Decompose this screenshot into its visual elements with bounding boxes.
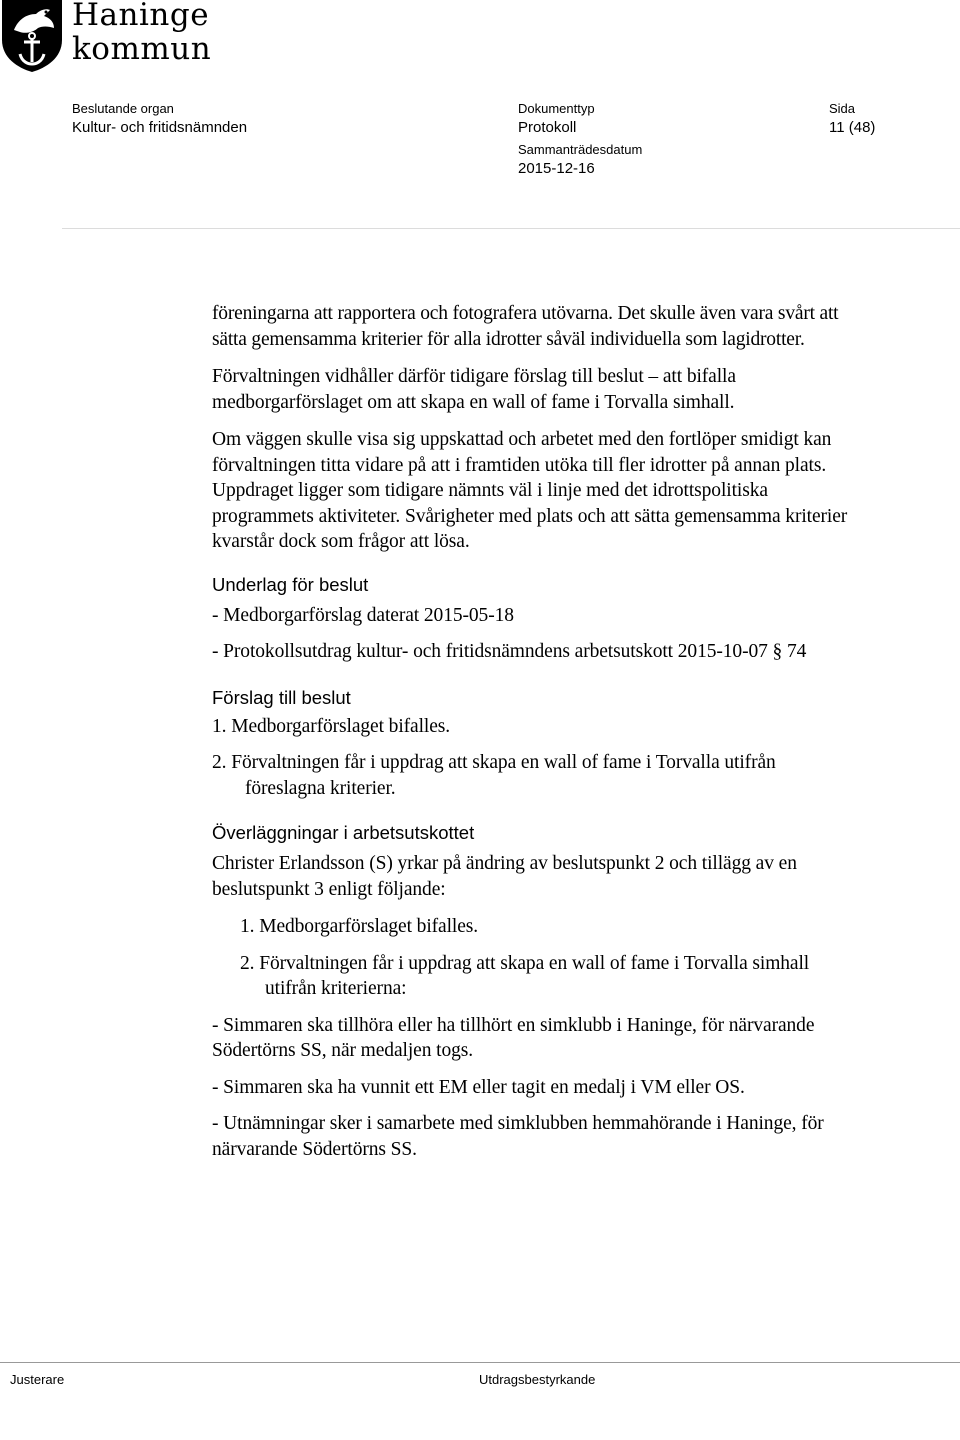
paragraph-2: Förvaltningen vidhåller därför tidigare förslag till beslut – att bifalla medborgarförslaget om att skapa en wall of fame i Torvalla simhall. xyxy=(212,366,736,413)
forslag-item-1: 1. Medborgarförslaget bifalles. xyxy=(212,715,451,737)
date-value: 2015-12-16 xyxy=(518,160,595,177)
footer-justerare: Justerare xyxy=(10,1372,65,1387)
header-doctype xyxy=(518,101,595,137)
heading-overlaggning: Överläggningar i arbetsutskottet xyxy=(212,822,475,843)
doctype-value: Protokoll xyxy=(518,119,577,136)
organ-value: Kultur- och fritidsnämnden xyxy=(72,119,248,136)
forslag-item-2: 2. Förvaltningen får i uppdrag att skapa en wall of fame i Torvalla utifrån föreslagna kriterier. xyxy=(212,752,776,799)
doctype-label: Dokumenttyp xyxy=(518,101,595,116)
date-label: Sammanträdesdatum xyxy=(518,142,643,157)
yrkande-item-2: 2. Förvaltningen får i uppdrag att skapa en wall of fame i Torvalla simhall utifrån kriterierna: xyxy=(240,952,810,999)
heading-underlag: Underlag för beslut xyxy=(212,573,369,595)
logo-wordmark xyxy=(72,0,211,66)
header-page xyxy=(829,101,875,137)
kriterium-3: - Utnämningar sker i samarbete med simklubben hemmahörande i Haninge, för närvarande Södertörns SS. xyxy=(212,1113,824,1160)
organ-label: Beslutande organ xyxy=(72,101,174,116)
municipality-logo xyxy=(0,0,240,72)
kriterium-1: - Simmaren ska tillhöra eller ha tillhört en simklubb i Haninge, för närvarande Södertörns SS, när medaljen togs. xyxy=(212,1014,815,1061)
header-date xyxy=(518,142,642,178)
paragraph-3: Om väggen skulle visa sig uppskattad och arbetet med den fortlöper smidigt kan förvaltningen titta vidare på att i framtiden utöka till fler idrotter på annan plats. Uppdraget ligger som tidigare nämnts väl i linje med det idrottspolitiska programmets aktiviteter. Svårigheter med plats och att sätta gemensamma kriterier kvarstår dock som frågor att lösa. xyxy=(212,429,848,552)
header-organ xyxy=(72,101,247,137)
footer-divider xyxy=(0,1362,960,1363)
document-body xyxy=(212,301,852,1162)
page-value: 11 (48) xyxy=(829,119,876,136)
paragraph-1: föreningarna att rapportera och fotografera utövarna. Det skulle även vara svårt att sätta gemensamma kriterier för alla idrotter såväl individuella som lagidrotter. xyxy=(212,303,839,350)
overlaggning-paragraph: Christer Erlandsson (S) yrkar på ändring av beslutspunkt 2 och tillägg av en beslutspunkt 3 enligt följande: xyxy=(212,853,797,900)
yrkande-item-1: 1. Medborgarförslaget bifalles. xyxy=(240,916,479,937)
logo-line-2: kommun xyxy=(72,31,212,67)
footer-utdrag: Utdragsbestyrkande xyxy=(479,1372,596,1387)
underlag-item-1: - Medborgarförslag daterat 2015-05-18 xyxy=(212,604,514,626)
kriterium-2: - Simmaren ska ha vunnit ett EM eller tagit en medalj i VM eller OS. xyxy=(212,1076,745,1098)
underlag-item-2: - Protokollsutdrag kultur- och fritidsnämndens arbetsutskott 2015-10-07 § 74 xyxy=(212,641,807,662)
header-divider xyxy=(62,228,960,229)
heading-forslag: Förslag till beslut xyxy=(212,686,351,708)
page-label: Sida xyxy=(829,101,856,116)
logo-line-1: Haninge xyxy=(72,0,210,33)
coat-of-arms-icon xyxy=(0,0,66,72)
